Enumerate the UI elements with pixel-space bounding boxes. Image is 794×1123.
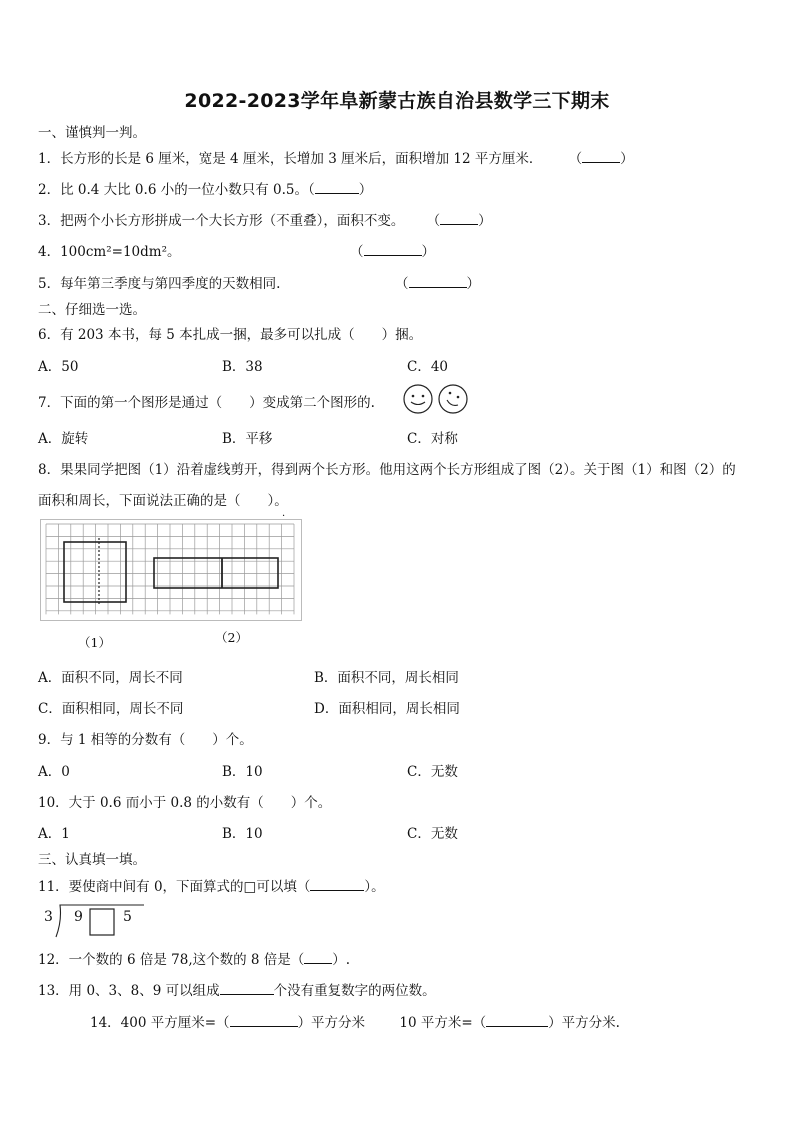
- question-3-text: 3．把两个小长方形拼成一个大长方形（不重叠），面积不变。: [38, 213, 405, 229]
- answer-blank-14a[interactable]: [230, 1014, 298, 1027]
- dividend-digit-3: 5: [123, 909, 132, 925]
- long-division-figure: [40, 903, 150, 939]
- answer-blank-13[interactable]: [220, 982, 274, 995]
- q1-open: （: [568, 151, 583, 167]
- section-heading-3: 三、认真填一填。: [38, 852, 146, 868]
- figure-1-square: [64, 542, 126, 602]
- question-13: [38, 979, 436, 999]
- question-13-text: 13．用 0、3、8、9 可以组成: [38, 983, 220, 999]
- question-14: [90, 1011, 620, 1031]
- answer-blank-2[interactable]: [315, 181, 359, 194]
- question-13-tail: 个没有重复数字的两位数。: [273, 983, 436, 999]
- question-14-mid1: ）平方分米: [297, 1015, 366, 1031]
- question-12-text: 12．一个数的 6 倍是 78,这个数的 8 倍是（: [38, 952, 305, 968]
- option-9c[interactable]: C．无数: [407, 764, 458, 780]
- question-7: 7．下面的第一个图形是通过（ ）变成第二个图形的.: [38, 395, 375, 411]
- grid-corner-dot: ·: [282, 511, 286, 522]
- digit-box: [90, 909, 114, 935]
- option-6a[interactable]: A．50: [38, 359, 79, 375]
- question-1-text: 1．长方形的长是 6 厘米，宽是 4 厘米，长增加 3 厘米后，面积增加 12 平方厘米．: [38, 151, 543, 167]
- question-10: 10．大于 0.6 而小于 0.8 的小数有（ ）个。: [38, 795, 332, 811]
- question-6: 6．有 203 本书，每 5 本扎成一捆，最多可以扎成（ ）捆。: [38, 327, 423, 343]
- grid-figure-svg: [41, 520, 301, 620]
- section-heading-2: 二、仔细选一选。: [38, 302, 146, 318]
- q4-open: （: [350, 244, 364, 260]
- answer-blank-14b[interactable]: [486, 1014, 548, 1027]
- q11-close: ）。: [364, 879, 385, 895]
- page-title: 2022-2023学年阜新蒙古族自治县数学三下期末: [184, 90, 610, 112]
- q2-close: ）: [358, 182, 373, 198]
- question-5: [38, 272, 280, 292]
- divisor: 3: [44, 909, 53, 925]
- question-8-line2: 面积和周长，下面说法正确的是（ ）。: [38, 493, 288, 509]
- figure-2-rectangle: [154, 558, 278, 588]
- answer-blank-5[interactable]: [409, 275, 467, 288]
- option-9a[interactable]: A．0: [38, 764, 70, 780]
- option-8b[interactable]: B．面积不同，周长相同: [314, 670, 459, 686]
- q1-close: ）: [620, 151, 634, 167]
- question-12: [38, 948, 350, 968]
- question-9: 9．与 1 相等的分数有（ ）个。: [38, 732, 253, 748]
- answer-blank-1[interactable]: [582, 150, 620, 163]
- option-8c[interactable]: C．面积相同，周长不同: [38, 701, 184, 717]
- section-heading-1: 一、谨慎判一判。: [38, 125, 146, 141]
- option-7c[interactable]: C．对称: [407, 431, 458, 447]
- question-14-part1: 14．400 平方厘米=（: [90, 1015, 230, 1031]
- q5-open: （: [395, 276, 409, 292]
- question-3: [38, 209, 492, 229]
- q3-close: ）: [478, 213, 492, 229]
- dividend-digit-1: 9: [74, 909, 83, 925]
- question-5-answer: [395, 272, 480, 292]
- question-4-answer: [350, 240, 435, 260]
- question-5-text: 5．每年第三季度与第四季度的天数相同.: [38, 276, 281, 292]
- question-8-line1: 8．果果同学把图（1）沿着虚线剪开，得到两个长方形。他用这两个长方形组成了图（2）。关于图（1）和图（2）的: [38, 462, 736, 478]
- option-9b[interactable]: B．10: [222, 764, 263, 780]
- answer-blank-3[interactable]: [440, 212, 478, 225]
- question-11: [38, 875, 385, 895]
- question-2-text: 2．比 0.4 大比 0.6 小的一位小数只有 0.5。（: [38, 182, 315, 198]
- question-4: [38, 240, 180, 260]
- option-8d[interactable]: D．面积相同，周长相同: [314, 701, 460, 717]
- division-bracket-icon: [54, 903, 150, 939]
- question-4-text: 4．100cm²=10dm²。: [38, 244, 181, 260]
- answer-blank-4[interactable]: [364, 243, 422, 256]
- q3-open: （: [426, 213, 441, 229]
- smiley-face-1-icon: [404, 385, 432, 413]
- smiley-face-2-icon: [439, 385, 467, 413]
- q4-close: ）: [421, 244, 435, 260]
- option-7b[interactable]: B．平移: [222, 431, 273, 447]
- option-8a[interactable]: A．面积不同，周长不同: [38, 670, 183, 686]
- answer-blank-11[interactable]: [310, 878, 364, 891]
- option-6c[interactable]: C．40: [407, 359, 449, 375]
- question-11-text: 11．要使商中间有 0，下面算式的□可以填（: [38, 879, 311, 895]
- question-1: [38, 147, 634, 167]
- figure-2-caption: （2）: [215, 630, 248, 645]
- answer-blank-12[interactable]: [304, 951, 332, 964]
- grid-figure: [40, 519, 302, 621]
- figure-1-caption: （1）: [78, 635, 111, 650]
- question-14-part2: 10 平方米=（: [399, 1015, 487, 1031]
- question-2: [38, 178, 372, 198]
- option-10a[interactable]: A．1: [38, 826, 70, 842]
- option-6b[interactable]: B．38: [222, 359, 263, 375]
- option-10c[interactable]: C．无数: [407, 826, 458, 842]
- smiley-figures: [401, 383, 471, 415]
- option-7a[interactable]: A．旋转: [38, 431, 89, 447]
- q5-close: ）: [466, 276, 480, 292]
- question-14-mid2: ）平方分米.: [548, 1015, 620, 1031]
- option-10b[interactable]: B．10: [222, 826, 263, 842]
- q12-close: ）.: [332, 952, 351, 968]
